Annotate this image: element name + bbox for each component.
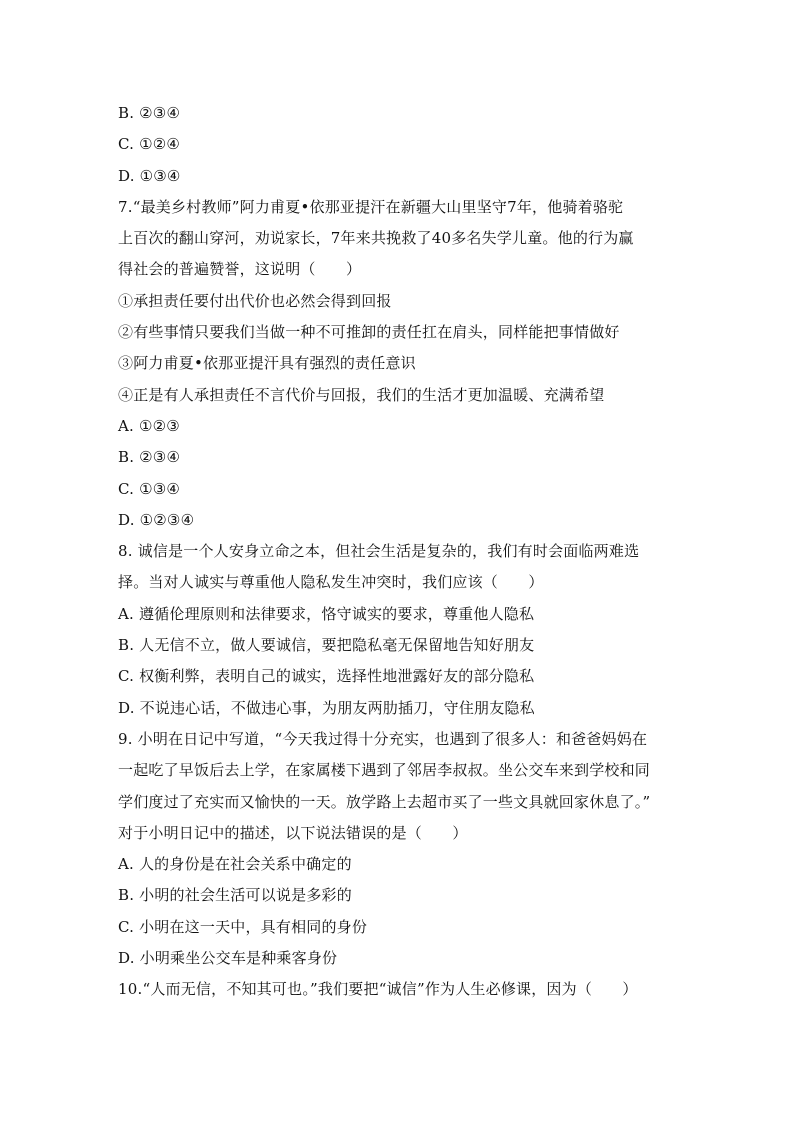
prev-option-c: C. ①②④ (118, 135, 181, 154)
q7-option-a: A. ①②③ (118, 416, 180, 435)
q10-stem-line-1: 10.“人而无信，不知其可也。”我们要把“诚信”作为人生必修课，因为（ ） (118, 980, 638, 999)
prev-option-b: B. ②③④ (118, 104, 181, 122)
q9-stem-line-4: 对于小明日记中的描述，以下说法错误的是（ ） (118, 823, 468, 842)
q7-stem-line-1: 7.“最美乡村教师”阿力甫夏•依那亚提汗在新疆大山里坚守7年，他骑着骆驼 (118, 197, 624, 216)
q9-option-c: C. 小明在这一天中，具有相同的身份 (118, 917, 368, 936)
q9-option-d: D. 小明乘坐公交车是种乘客身份 (118, 949, 338, 968)
exam-content (118, 98, 688, 1006)
q8-option-a: A. 遵循伦理原则和法律要求，恪守诚实的要求，尊重他人隐私 (118, 604, 535, 623)
q7-statement-2: ②有些事情只要我们当做一种不可推卸的责任扛在肩头，同样能把事情做好 (118, 323, 620, 342)
q8-stem-line-1: 8. 诚信是一个人安身立命之本，但社会生活是复杂的，我们有时会面临两难选 (118, 542, 640, 561)
q9-stem-line-1: 9. 小明在日记中写道，“今天我过得十分充实，也遇到了很多人：和爸爸妈妈在 (118, 729, 648, 748)
q8-option-d: D. 不说违心话，不做违心事，为朋友两肋插刀，守住朋友隐私 (118, 698, 535, 717)
q7-statement-3: ③阿力甫夏•依那亚提汗具有强烈的责任意识 (118, 354, 416, 373)
q9-option-b: B. 小明的社会生活可以说是多彩的 (118, 886, 352, 905)
q8-option-b: B. 人无信不立，做人要诚信，要把隐私毫无保留地告知好朋友 (118, 636, 535, 655)
q9-stem-line-2: 一起吃了早饭后去上学，在家属楼下遇到了邻居李叔叔。坐公交车来到学校和同 (118, 761, 651, 780)
prev-option-d: D. ①③④ (118, 166, 181, 185)
q9-option-a: A. 人的身份是在社会关系中确定的 (118, 855, 352, 874)
q9-stem-line-3: 学们度过了充实而又愉快的一天。放学路上去超市买了一些文具就回家休息了。” (118, 792, 651, 811)
q7-option-b: B. ②③④ (118, 448, 181, 467)
q8-stem-line-2: 择。当对人诚实与尊重他人隐私发生冲突时，我们应该（ ） (118, 573, 544, 592)
q7-statement-4: ④正是有人承担责任不言代价与回报，我们的生活才更加温暖、充满希望 (118, 385, 605, 404)
q7-statement-1: ①承担责任要付出代价也必然会得到回报 (118, 291, 392, 310)
q8-option-c: C. 权衡利弊，表明自己的诚实，选择性地泄露好友的部分隐私 (118, 667, 535, 686)
q7-stem-line-3: 得社会的普遍赞誉，这说明（ ） (118, 260, 362, 279)
q7-stem-line-2: 上百次的翻山穿河，劝说家长，7年来共挽救了40多名失学儿童。他的行为赢 (118, 229, 634, 248)
q7-option-d: D. ①②③④ (118, 510, 195, 529)
q7-option-c: C. ①③④ (118, 479, 181, 498)
